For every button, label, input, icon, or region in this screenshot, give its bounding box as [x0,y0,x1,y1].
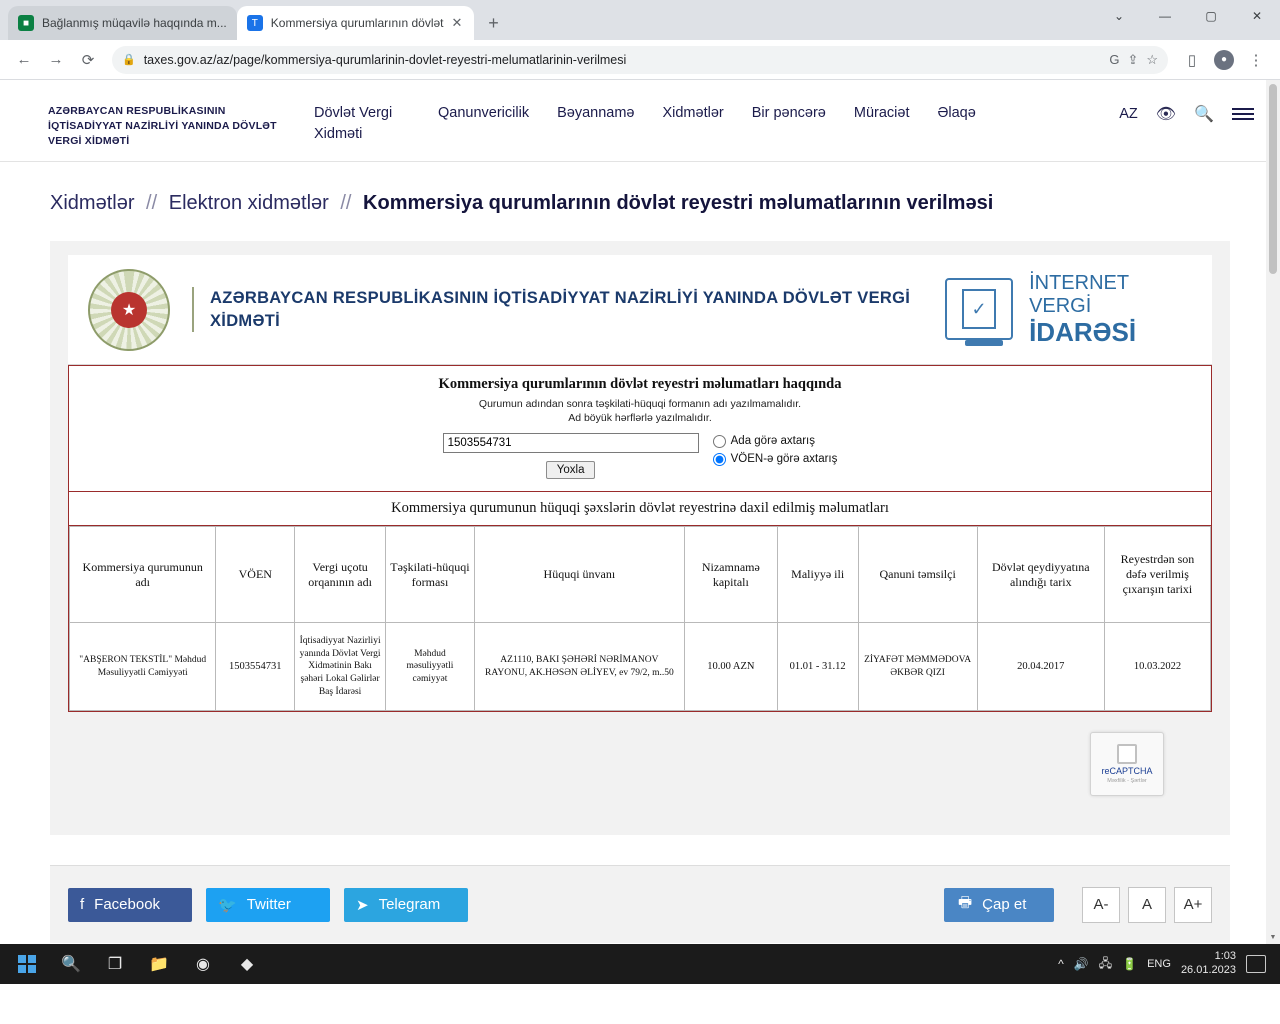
share-icon[interactable]: ⇪ [1127,51,1139,67]
cell-legal-form: Məhdud məsuliyyətli cəmiyyət [386,623,475,711]
nav-item-dvx[interactable]: Dövlət Vergi Xidməti [314,105,393,143]
site-nav [314,102,1093,145]
cell-voen: 1503554731 [216,623,295,711]
recaptcha-checkbox[interactable] [1117,744,1137,764]
check-button[interactable]: Yoxla [546,461,596,479]
result-title: Kommersiya qurumunun hüquqi şəxslərin dövlət reyestrinə daxil edilmiş məlumatları [69,492,1211,526]
internet-tax-logo [945,272,1192,348]
col-fiscal-year: Maliyyə ili [777,527,858,623]
site-header [0,80,1280,162]
document-icon: ■ [18,15,34,31]
task-view-icon[interactable]: ❐ [107,956,123,973]
cell-fiscal-year: 01.01 - 31.12 [777,623,858,711]
search-icon[interactable]: 🔍 [1194,106,1214,123]
window-restore-icon[interactable]: ⌄ [1113,9,1125,23]
radio-voen-input[interactable] [713,453,726,466]
app-icon[interactable]: ◆ [240,956,254,973]
window-maximize-icon[interactable]: ▢ [1205,9,1217,23]
breadcrumb [0,162,1280,215]
nav-item-muraciet[interactable]: Müraciət [853,105,910,121]
language-switcher[interactable]: AZ [1119,106,1138,122]
star-icon[interactable]: ☆ [1146,51,1158,67]
twitter-share-button[interactable] [206,888,330,922]
lock-icon: 🔒 [122,54,136,66]
cell-legal-address: AZ1110, BAKI ŞƏHƏRİ NƏRİMANOV RAYONU, AK.HƏSƏN ƏLİYEV, ev 79/2, m..50 [474,623,684,711]
telegram-share-button[interactable] [344,888,468,922]
search-input[interactable] [443,433,699,453]
nav-item-beyanname[interactable]: Bəyannamə [557,105,635,121]
breadcrumb-item-services[interactable]: Xidmətlər [50,192,135,214]
volume-icon[interactable]: 🔊 [1073,957,1089,971]
language-indicator[interactable]: ENG [1147,958,1171,970]
facebook-label: Facebook [94,896,161,913]
side-panel-icon[interactable]: ▯ [1187,51,1197,69]
telegram-icon: ➤ [356,896,369,914]
page-scrollbar[interactable] [1266,80,1280,944]
site-nav-right [1119,102,1254,124]
breadcrumb-separator-2: // [340,192,352,214]
font-decrease-button[interactable]: A- [1082,887,1120,923]
cell-last-extract-date: 10.03.2022 [1104,623,1210,711]
search-mode-radios [713,433,838,468]
printer-icon: 🖶 [958,894,973,911]
print-button[interactable] [944,888,1054,922]
address-bar-url: taxes.gov.az/az/page/kommersiya-qurumlarinin-dovlet-reyestri-melumatlarinin-verilmesi [143,52,627,67]
share-footer [50,865,1230,943]
recaptcha-logo-icon: reCAPTCHA [1101,766,1153,777]
radio-voen-label: VÖEN-ə görə axtarış [730,452,838,465]
scroll-down-icon[interactable]: ▼ [1269,933,1277,941]
nav-item-bir-pencere[interactable]: Bir pəncərə [751,105,826,121]
col-charter-capital: Nizamnamə kapitalı [684,527,777,623]
result-table-container [68,492,1212,712]
reload-icon[interactable]: ⟳ [81,51,95,69]
new-tab-button[interactable]: + [488,12,499,33]
telegram-label: Telegram [378,896,441,913]
close-icon[interactable]: ✕ [451,15,463,30]
browser-tab-strip [0,0,1280,40]
tray-chevron-icon[interactable]: ^ [1058,957,1064,971]
radio-name-input[interactable] [713,435,726,448]
form-note-line1: Qurumun adından sonra təşkilati-hüquqi formanın adı yazılmamalıdır. [478,398,802,410]
browser-toolbar [0,40,1280,80]
eservice-header-title: AZƏRBAYCAN RESPUBLİKASININ İQTİSADİYYAT NAZİRLİYİ YANINDA DÖVLƏT VERGİ XİDMƏTİ [192,287,923,332]
site-brand: AZƏRBAYCAN RESPUBLİKASININ İQTİSADİYYAT NAZİRLİYİ YANINDA DÖVLƏT VERGİ XİDMƏTİ [48,105,277,148]
col-legal-form: Təşkilati-hüquqi forması [386,527,475,623]
search-icon[interactable]: 🔍 [61,956,81,973]
col-last-extract-date: Reyestrdən son dəfə verilmiş çıxarışın tarixi [1104,527,1210,623]
col-legal-address: Hüquqi ünvanı [474,527,684,623]
window-close-icon[interactable]: ✕ [1251,9,1263,23]
cell-charter-capital: 10.00 AZN [684,623,777,711]
state-emblem-icon [88,269,170,351]
back-icon[interactable]: ← [16,51,32,68]
facebook-share-button[interactable] [68,888,192,922]
windows-taskbar [0,944,1280,984]
service-panel [50,241,1230,835]
font-normal-button[interactable]: A [1128,887,1166,923]
browser-tab-2-title: Kommersiya qurumlarının dövlət [270,16,444,30]
nav-item-qanunvericilik[interactable]: Qanunvericilik [438,105,530,121]
font-size-controls [1082,887,1212,923]
table-row [70,623,1211,711]
recaptcha-terms[interactable]: Məxfilik - Şərtlər [1107,778,1147,785]
radio-option-name[interactable] [713,433,838,450]
taxes-icon: T [247,15,263,31]
nav-item-elaqe[interactable]: Əlaqə [937,105,976,121]
search-form [68,365,1212,492]
font-increase-button[interactable]: A+ [1174,887,1212,923]
google-icon[interactable]: G [1109,52,1120,67]
form-note-line2: Ad böyük hərflərlə yazılmalıdır. [568,412,712,425]
chrome-icon[interactable]: ◉ [196,956,210,973]
browser-tab-1-title: Bağlanmış müqavilə haqqında m... [42,16,227,30]
col-registration-date: Dövlət qeydiyyatına alındığı tarix [977,527,1104,623]
system-tray [1058,950,1274,978]
col-tax-authority: Vergi uçotu orqanının adı [295,527,386,623]
window-minimize-icon[interactable]: — [1159,9,1171,23]
table-header-row [70,527,1211,623]
col-legal-representative: Qanuni təmsilçi [858,527,977,623]
clock-date: 26.01.2023 [1180,964,1236,976]
forward-icon[interactable]: → [48,51,64,68]
windows-start-icon[interactable] [6,945,48,983]
recaptcha-widget[interactable] [1090,732,1164,796]
profile-icon[interactable]: ● [1210,46,1238,74]
breadcrumb-separator-1: // [146,192,158,214]
network-icon[interactable]: 🖧 [1098,955,1113,970]
twitter-label: Twitter [246,896,291,913]
taskbar-clock[interactable] [1181,950,1236,978]
eye-off-icon[interactable]: 👁 [1155,106,1177,123]
file-explorer-icon[interactable]: 📁 [149,956,169,973]
scrollbar-thumb[interactable] [1269,84,1277,274]
clock-time: 1:03 [1214,950,1236,963]
page-title: Kommersiya qurumlarının dövlət reyestri məlumatlarının verilməsi [363,192,994,214]
print-label: Çap et [982,896,1027,913]
window-controls [1096,0,1280,32]
monitor-document-icon: ✓ [945,278,1013,340]
registry-table [69,526,1211,711]
cell-legal-representative: ZİYAFƏT MƏMMƏDOVA ƏKBƏR QIZI [858,623,977,711]
notifications-icon[interactable] [1246,955,1266,973]
browser-tab-1[interactable] [8,6,237,40]
emblem-inner-icon: ★ [111,292,147,328]
facebook-icon: f [80,896,85,913]
browser-tab-2[interactable] [237,6,474,40]
cell-registration-date: 20.04.2017 [977,623,1104,711]
breadcrumb-item-eservices[interactable]: Elektron xidmətlər [168,192,329,214]
page-content [0,80,1280,944]
radio-name-label: Ada görə axtarış [730,435,816,448]
nav-item-xidmetler[interactable]: Xidmətlər [662,105,724,121]
ivi-line1: İNTERNET VERGİ [1029,271,1129,317]
cell-tax-authority: İqtisadiyyat Nazirliyi yanında Dövlət Vergi Xidmətinin Bakı şəhəri Lokal Gəlirlər Baş İdarəsi [295,623,386,711]
hamburger-menu-icon[interactable] [1232,108,1254,120]
eservice-header [68,255,1212,365]
cell-company-name: "ABŞERON TEKSTİL" Məhdud Məsuliyyətli Cəmiyyəti [70,623,216,711]
battery-icon[interactable]: 🔋 [1122,957,1138,971]
radio-option-voen[interactable] [713,451,838,468]
kebab-menu-icon[interactable]: ⋮ [1248,51,1264,69]
form-note [77,397,1203,425]
twitter-icon: 🐦 [218,896,237,914]
col-voen: VÖEN [216,527,295,623]
col-company-name: Kommersiya qurumunun adı [70,527,216,623]
ivi-line2: İDARƏSİ [1029,316,1137,347]
address-bar[interactable] [112,46,1168,74]
form-title: Kommersiya qurumlarının dövlət reyestri məlumatları haqqında [438,376,842,392]
